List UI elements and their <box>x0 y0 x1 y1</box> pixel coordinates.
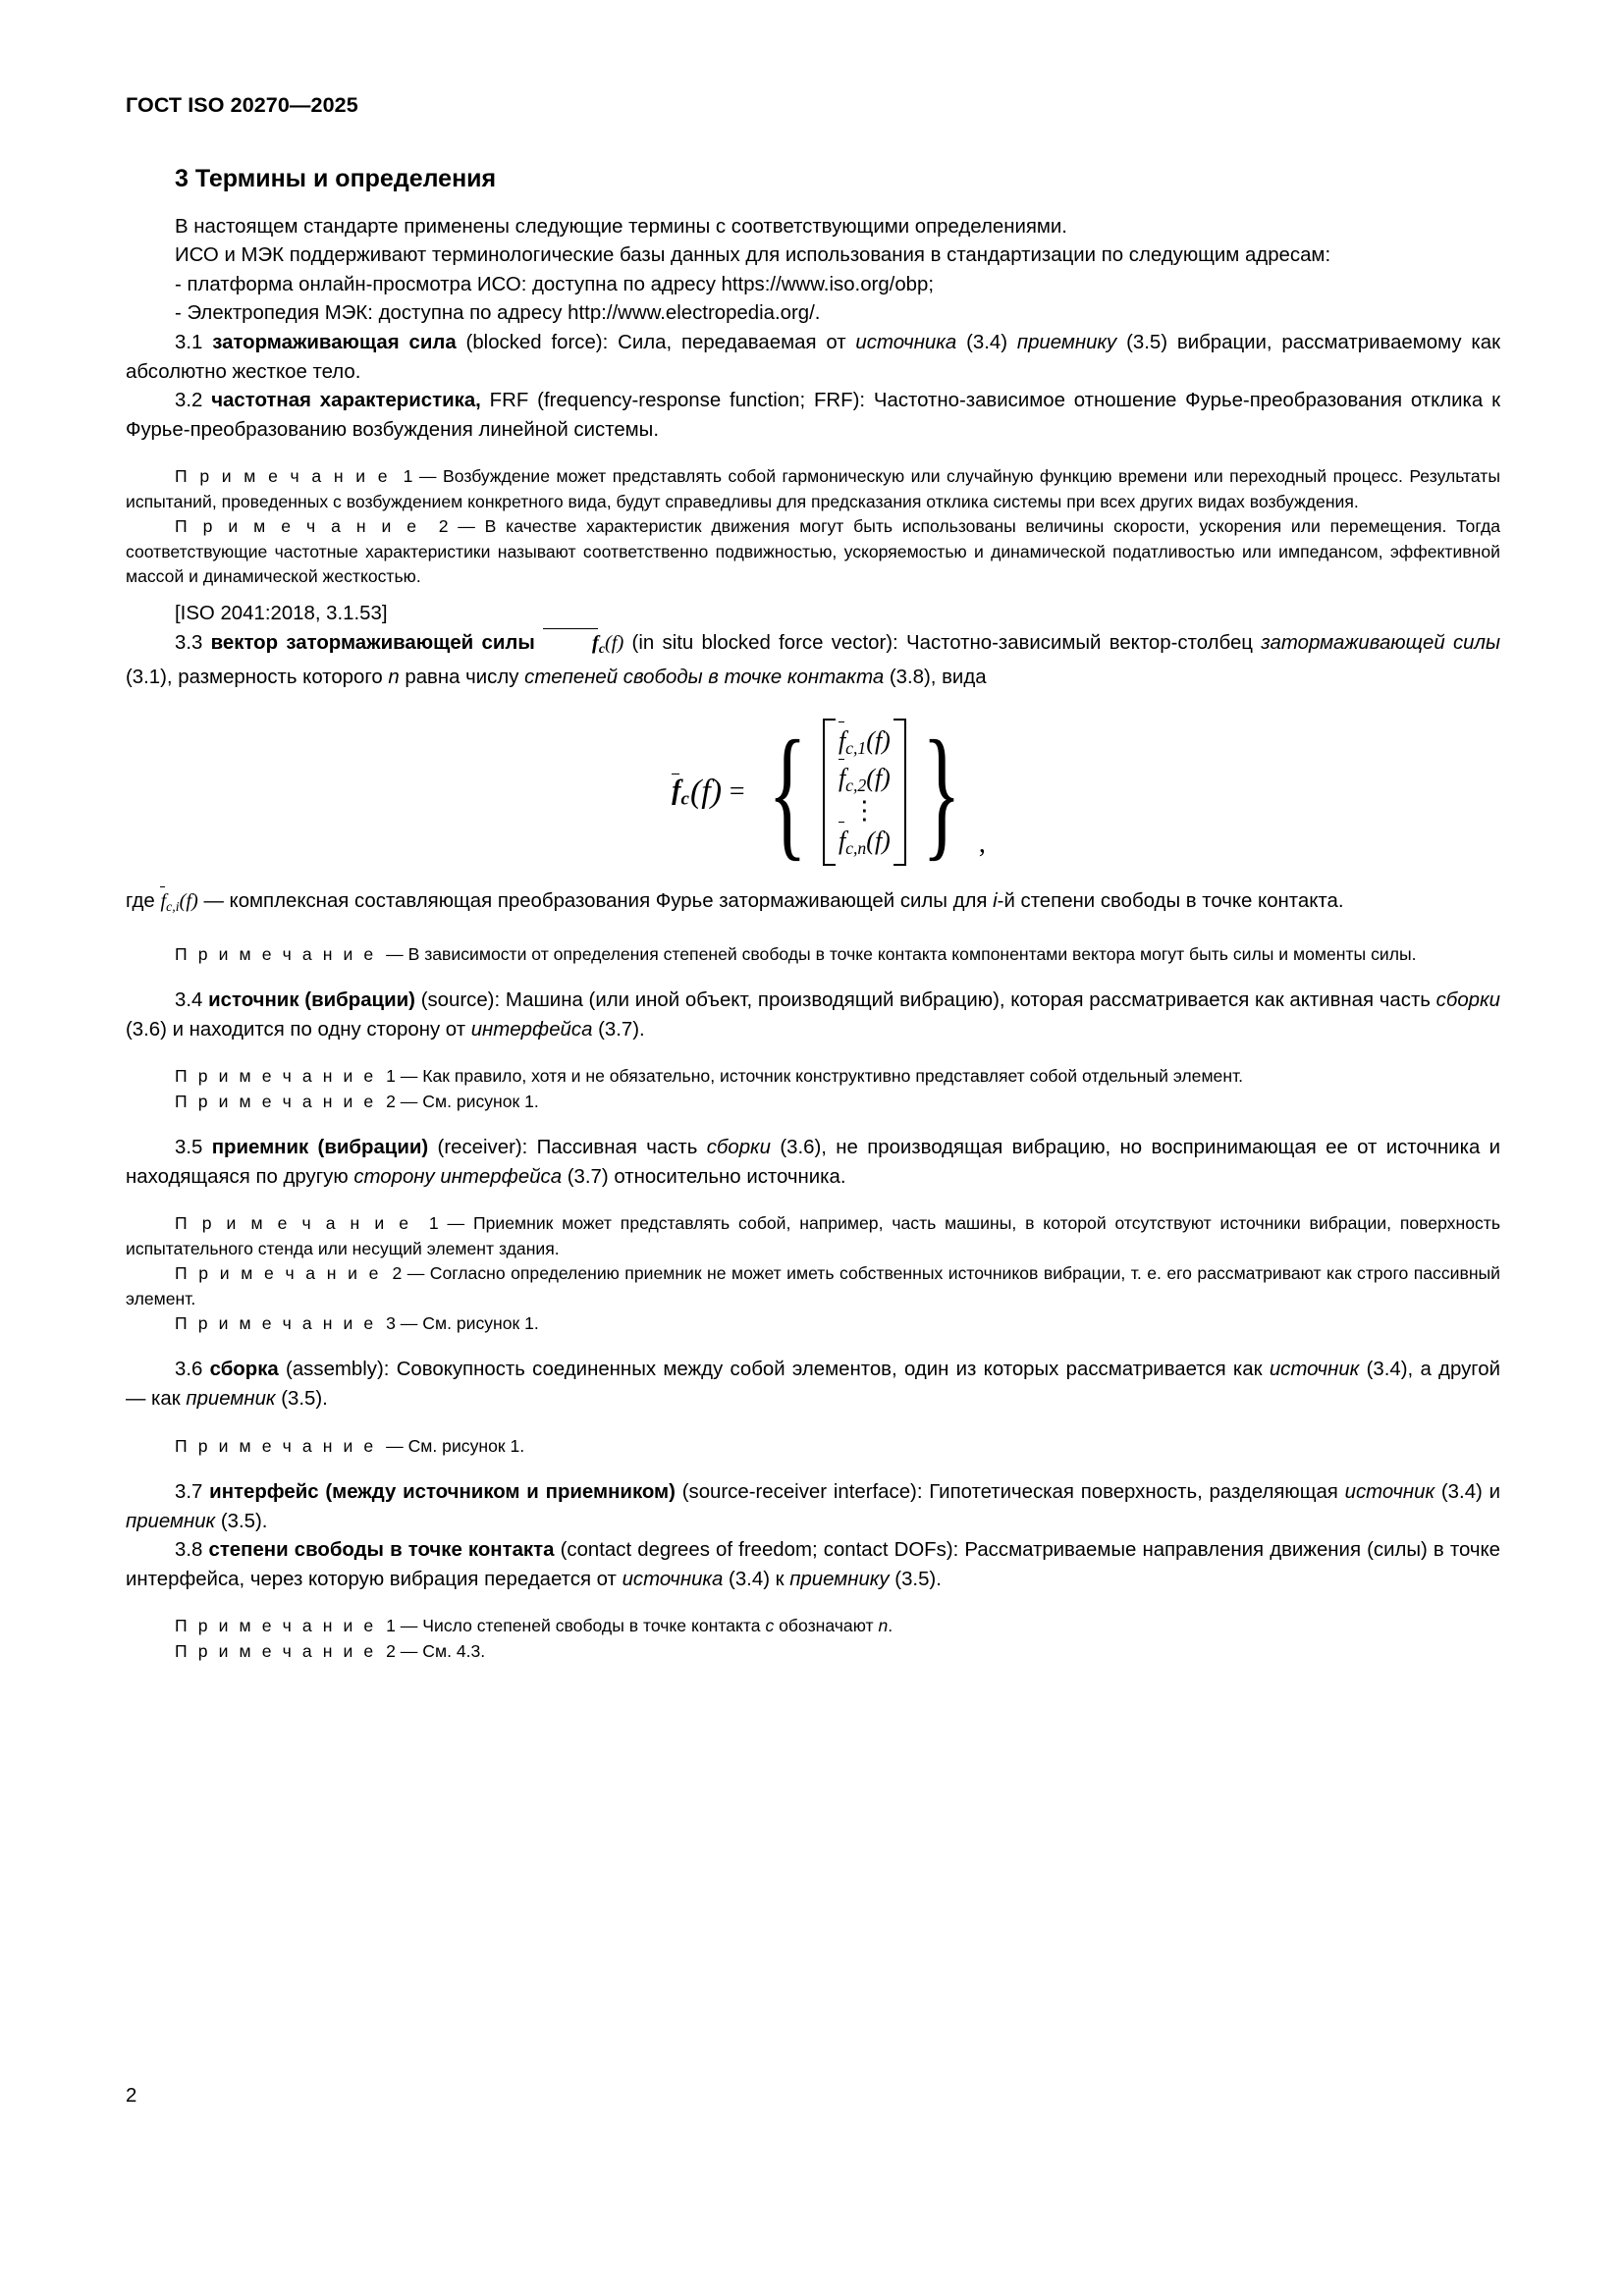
formula-lhs-base: f <box>672 774 681 806</box>
term-3-6-number: 3.6 <box>175 1359 203 1381</box>
source-reference-iso-2041: [ISO 2041:2018, 3.1.53] <box>175 603 388 625</box>
note-italic-a: с <box>765 1616 775 1636</box>
cell-sub: c,n <box>845 838 867 859</box>
term-3-2-title: частотная характеристика, <box>211 390 481 412</box>
note-label: П р и м е ч а н и е <box>175 466 391 487</box>
term-3-7-english: (source-receiver interface): <box>681 1480 923 1503</box>
note-label: П р и м е ч а н и е <box>175 1066 377 1087</box>
formula-cell-n <box>839 824 891 861</box>
formula-column <box>836 719 893 866</box>
note-label: П р и м е ч а н и е <box>175 1213 412 1234</box>
note-3-4-1 <box>126 1064 1500 1089</box>
formula-where-clause <box>126 887 1500 922</box>
note-number: 1 <box>386 1616 396 1636</box>
cell-base: f <box>838 726 846 756</box>
cell-base: f <box>838 827 846 856</box>
term-3-5-text-b: (3.6), не производящая вибрацию, но воспринимающая ее от источника и находящаяся по другую <box>126 1137 1501 1188</box>
term-3-7-text-a: Гипотетическая поверхность, разделяющая <box>922 1480 1345 1503</box>
term-3-2-text-a: Частотно-зависимое отношение Фурье-преобразования отклика к Фурье-преобразованию возбуждения линейной системы. <box>126 390 1500 441</box>
term-3-3-text-a: Частотно-зависимый вектор-столбец <box>897 632 1262 655</box>
note-text: — Возбуждение может представлять собой гармоническую или случайную функцию времени или переходный процесс. Результаты испытаний, проведенных с возбуждением конкретного вида, будут справедливы для предсказания отклика системы при всех других видах возбуждения. <box>126 466 1500 511</box>
note-text: — Приемник может представлять собой, например, часть машины, в которой отсутствуют источники вибрации, поверхность испытательного стенда или несущий элемент здания. <box>126 1213 1501 1258</box>
term-3-3-italic-c: степеней свободы в точке контакта <box>524 667 885 689</box>
note-3-5-2 <box>126 1261 1500 1311</box>
term-3-3-text-d: (3.8), вида <box>884 667 987 689</box>
formula-wrapper <box>672 710 986 874</box>
symbol-arg: (f) <box>179 890 198 913</box>
running-head: ГОСТ ISO 20270—2025 <box>126 93 358 117</box>
note-text: — В качестве характеристик движения могут быть использованы величины скорости, ускорения или перемещения. Тогда соответствующие частотные характеристики называют соответственно подвижностью, ускоряемостью и динамической податливостью или импедансом, эффективной массой и динамической жесткостью. <box>126 516 1500 587</box>
term-3-7 <box>126 1478 1500 1536</box>
term-3-4-english: (source): <box>420 989 501 1012</box>
note-number: 1 <box>403 466 413 487</box>
term-3-5-italic-b: сторону интерфейса <box>353 1165 563 1188</box>
bullet-electropedia: - Электропедия МЭК: доступна по адресу http://www.electropedia.org/. <box>175 302 821 325</box>
note-label: П р и м е ч а н и е <box>175 1091 377 1111</box>
formula-equals: = <box>728 776 746 808</box>
note-text-c: . <box>888 1616 893 1636</box>
term-3-6-text-c: (3.5). <box>275 1387 328 1410</box>
note-text: — См. рисунок 1. <box>386 1435 525 1456</box>
term-3-5-italic-a: сборки <box>706 1137 772 1159</box>
term-3-7-italic-b: приемник <box>126 1510 216 1532</box>
term-3-3-english: (in situ blocked force vector): <box>631 632 898 655</box>
note-3-8-2 <box>126 1639 1500 1664</box>
left-bracket <box>823 719 836 866</box>
term-3-3-title: вектор затормаживающей силы <box>210 632 535 655</box>
term-3-8-text-a: Рассматриваемые направления движения (силы) в точке интерфейса, через которую вибрация передается от <box>126 1539 1500 1590</box>
note-number: 2 <box>438 516 449 537</box>
term-3-5-english: (receiver): <box>437 1137 528 1159</box>
note-label: П р и м е ч а н и е <box>175 516 420 537</box>
cell-arg: (f) <box>866 726 891 756</box>
term-3-1-english: (blocked force): <box>465 332 609 354</box>
overbar-symbol <box>160 887 166 917</box>
term-3-4 <box>126 987 1500 1044</box>
term-3-2-english: (frequency-response function; FRF): <box>537 390 866 412</box>
term-3-7-number: 3.7 <box>175 1480 203 1503</box>
note-number: 1 <box>428 1213 439 1234</box>
term-3-6-title: сборка <box>209 1359 279 1381</box>
note-label: П р и м е ч а н и е <box>175 1616 377 1636</box>
note-3-5-3 <box>126 1311 1500 1336</box>
term-3-8 <box>126 1536 1500 1594</box>
note-text: — См. 4.3. <box>400 1640 486 1661</box>
cell-sub: c,1 <box>845 738 867 759</box>
term-3-2-number: 3.2 <box>175 390 203 412</box>
note-3-8-1 <box>126 1614 1500 1638</box>
formula-cell-2 <box>839 761 891 798</box>
term-3-6-text-a: Совокупность соединенных между собой элементов, один из которых рассматривается как <box>389 1359 1270 1381</box>
page-number: 2 <box>126 2085 137 2107</box>
where-symbol <box>160 890 198 916</box>
intro-paragraph-2: ИСО и МЭК поддерживают терминологические базы данных для использования в стандартизации по следующим адресам: <box>175 244 1331 267</box>
formula-blocked-force-vector <box>126 710 1500 874</box>
term-3-3-italic-a: затормаживающей силы <box>1261 632 1500 655</box>
term-3-7-italic-a: источник <box>1344 1480 1435 1503</box>
term-3-8-number: 3.8 <box>175 1539 203 1562</box>
term-3-1-text-b: (3.4) <box>956 332 1017 354</box>
term-3-3-text-c: равна числу <box>399 667 525 689</box>
symbol-base: f <box>160 890 167 913</box>
term-3-6-english: (assembly): <box>286 1359 390 1381</box>
term-3-7-text-c: (3.5). <box>215 1510 268 1532</box>
where-text-b: -й степени свободы в точке контакта. <box>997 890 1344 913</box>
term-3-3 <box>126 629 1500 693</box>
term-3-1 <box>126 329 1500 387</box>
note-label: П р и м е ч а н и е <box>175 1263 382 1284</box>
where-lead: где <box>126 890 161 913</box>
formula-trailing-comma: , <box>978 828 986 860</box>
term-3-4-text-a: Машина (или иной объект, производящий вибрацию), которая рассматривается как активная часть <box>500 989 1436 1012</box>
cell-arg: (f) <box>866 827 891 856</box>
note-text: — Согласно определению приемник не может иметь собственных источников вибрации, т. е. его рассматривают как строго пассивный элемент. <box>126 1263 1501 1308</box>
symbol-base: f <box>592 632 599 655</box>
note-number: 3 <box>386 1312 396 1333</box>
term-3-1-text-a: Сила, передаваемая от <box>608 332 856 354</box>
term-3-8-title: степени свободы в точке контакта <box>208 1539 555 1562</box>
bullet-iso-obp: - платформа онлайн-просмотра ИСО: доступна по адресу https://www.iso.org/obp; <box>175 273 935 295</box>
term-3-7-text-b: (3.4) и <box>1435 1480 1500 1503</box>
term-3-3-symbol <box>543 632 605 657</box>
symbol-subscript: c,i <box>166 900 180 916</box>
note-3-2-1 <box>126 464 1500 514</box>
section-heading: 3 Термины и определения <box>175 164 497 192</box>
term-3-4-title: источник (вибрации) <box>208 989 415 1012</box>
formula-lhs-sub: c <box>680 787 689 809</box>
term-3-5-text-c: (3.7) относительно источника. <box>562 1165 846 1188</box>
formula-lhs-arg: (f) <box>689 774 723 811</box>
cell-arg: (f) <box>866 764 891 793</box>
term-3-4-text-b: (3.6) и находится по одну сторону от <box>126 1018 471 1041</box>
note-label: П р и м е ч а н и е <box>175 1640 377 1661</box>
formula-cell-1 <box>839 723 891 761</box>
cell-base: f <box>838 764 846 793</box>
term-3-7-title: интерфейс (между источником и приемником) <box>209 1480 676 1503</box>
term-3-5-number: 3.5 <box>175 1137 203 1159</box>
term-3-2 <box>126 387 1500 445</box>
note-label: П р и м е ч а н и е <box>175 1435 377 1456</box>
where-text: — комплексная составляющая преобразования Фурье затормаживающей силы для <box>197 890 994 913</box>
term-3-6-italic-b: приемник <box>186 1387 276 1410</box>
term-3-8-italic-b: приемнику <box>789 1568 890 1590</box>
term-3-5-title: приемник (вибрации) <box>211 1137 429 1159</box>
term-3-2-abbrev: FRF <box>480 390 538 412</box>
note-3-5-1 <box>126 1211 1500 1261</box>
term-3-1-text-c: (3.5) вибрации, рассматриваемому как абсолютно жесткое тело. <box>126 332 1501 383</box>
formula-vertical-dots: ⋮ <box>851 796 878 826</box>
note-label: П р и м е ч а н и е <box>175 1312 377 1333</box>
note-text: — В зависимости от определения степеней свободы в точке контакта компонентами вектора могут быть силы и моменты силы. <box>386 943 1417 964</box>
page-content <box>126 94 1500 1664</box>
term-3-5-text-a: Пассивная часть <box>527 1137 707 1159</box>
term-3-8-text-b: (3.4) к <box>723 1568 790 1590</box>
intro-paragraph-1: В настоящем стандарте применены следующие термины с соответствующими определениями. <box>175 215 1067 238</box>
note-number: 2 <box>392 1263 403 1284</box>
term-3-4-number: 3.4 <box>175 989 203 1012</box>
term-3-6-text-b: (3.4), а другой — как <box>126 1359 1500 1410</box>
term-3-1-italic-b: приемнику <box>1016 332 1117 354</box>
term-3-4-italic-b: интерфейса <box>470 1018 593 1041</box>
note-number: 2 <box>386 1091 396 1111</box>
term-3-3-text-b: (3.1), размерность которого <box>126 667 389 689</box>
left-brace: { <box>768 710 807 874</box>
note-3-3 <box>126 942 1500 967</box>
term-3-4-text-c: (3.7). <box>592 1018 645 1041</box>
term-3-8-italic-a: источника <box>622 1568 724 1590</box>
term-3-8-text-c: (3.5). <box>889 1568 942 1590</box>
note-text-b: обозначают <box>774 1616 879 1636</box>
note-text-a: — Число степеней свободы в точке контакта <box>400 1616 766 1636</box>
term-3-6 <box>126 1356 1500 1414</box>
note-text: — См. рисунок 1. <box>400 1091 539 1111</box>
term-3-3-symbol-arg: (f) <box>605 632 624 655</box>
term-3-4-italic-a: сборки <box>1435 989 1500 1012</box>
term-3-1-number: 3.1 <box>175 332 203 354</box>
formula-lhs <box>672 774 722 811</box>
note-label: П р и м е ч а н и е <box>175 943 377 964</box>
term-3-1-title: затормаживающая сила <box>212 332 457 354</box>
note-number: 2 <box>386 1640 396 1661</box>
term-3-6-italic-a: источник <box>1269 1359 1360 1381</box>
note-3-6 <box>126 1434 1500 1459</box>
cell-sub: c,2 <box>845 775 867 796</box>
term-3-3-number: 3.3 <box>175 632 203 655</box>
note-text: — См. рисунок 1. <box>400 1312 539 1333</box>
symbol-subscript: c <box>598 641 605 657</box>
term-3-8-english: (contact degrees of freedom; contact DOFs): <box>560 1539 959 1562</box>
right-brace: } <box>922 710 961 874</box>
note-italic-b: n <box>878 1616 889 1636</box>
where-italic: i <box>993 890 998 913</box>
formula-row <box>672 710 986 874</box>
note-3-4-2 <box>126 1090 1500 1114</box>
overbar-symbol <box>543 629 599 659</box>
note-3-2-2 <box>126 514 1500 589</box>
term-3-1-italic-a: источника <box>855 332 957 354</box>
note-text: — Как правило, хотя и не обязательно, источник конструктивно представляет собой отдельный элемент. <box>400 1066 1244 1087</box>
term-3-5 <box>126 1134 1500 1192</box>
right-bracket <box>893 719 906 866</box>
note-number: 1 <box>386 1066 396 1087</box>
term-3-3-italic-b: n <box>388 667 400 689</box>
